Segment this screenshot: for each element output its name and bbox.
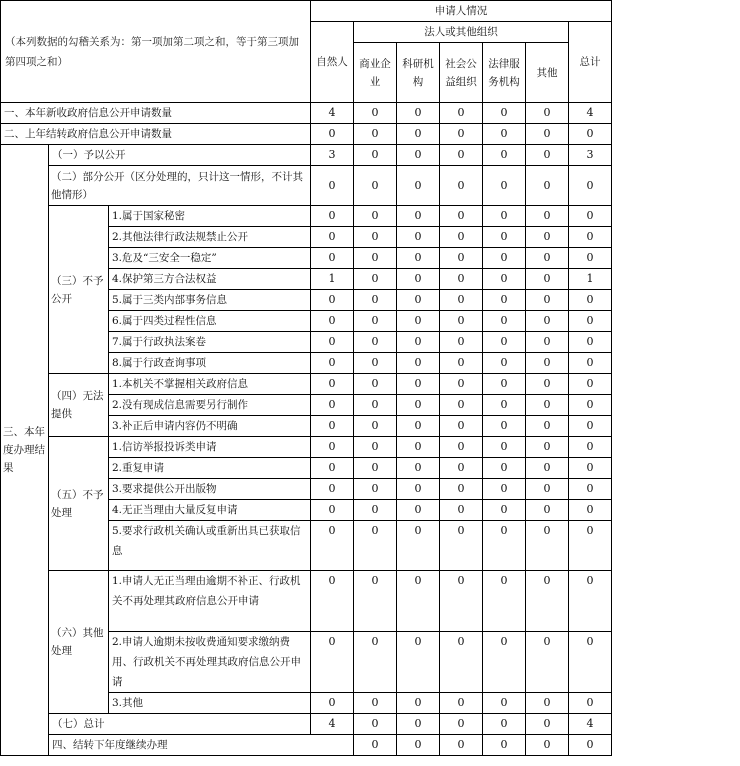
row-label: （一）予以公开 — [49, 145, 311, 166]
cell-value: 4 — [311, 103, 354, 124]
cell-value: 0 — [483, 124, 526, 145]
cell-value: 0 — [354, 290, 397, 311]
cell-value: 0 — [354, 735, 397, 756]
cell-value: 0 — [526, 632, 569, 693]
cell-value: 0 — [397, 206, 440, 227]
cell-value: 0 — [569, 290, 612, 311]
cell-value: 0 — [397, 269, 440, 290]
cell-value: 0 — [397, 311, 440, 332]
cell-value: 0 — [483, 693, 526, 714]
row-label: （二）部分公开（区分处理的，只计这一情形，不计其他情形） — [49, 166, 311, 206]
cell-value: 0 — [311, 416, 354, 437]
cell-value: 0 — [526, 353, 569, 374]
cell-value: 0 — [397, 500, 440, 521]
cell-value: 0 — [440, 269, 483, 290]
row-label: 2.没有现成信息需要另行制作 — [109, 395, 311, 416]
table-row — [1, 437, 612, 458]
cell-value: 0 — [526, 479, 569, 500]
cell-value: 0 — [483, 632, 526, 693]
cell-value: 1 — [569, 269, 612, 290]
cell-value: 0 — [354, 332, 397, 353]
cell-value: 0 — [569, 693, 612, 714]
cell-value: 0 — [440, 693, 483, 714]
cell-value: 0 — [440, 395, 483, 416]
cell-value: 0 — [526, 206, 569, 227]
cell-value: 0 — [397, 416, 440, 437]
cell-value: 0 — [440, 479, 483, 500]
cell-value: 0 — [483, 290, 526, 311]
cell-value: 0 — [311, 227, 354, 248]
group-label: （四）无法提供 — [49, 374, 109, 437]
cell-value: 0 — [311, 124, 354, 145]
cell-value: 0 — [440, 458, 483, 479]
cell-value: 0 — [397, 374, 440, 395]
cell-value: 0 — [311, 479, 354, 500]
header-research: 科研机构 — [397, 43, 440, 103]
cell-value: 0 — [483, 353, 526, 374]
row-label: 四、结转下年度继续办理 — [49, 735, 354, 756]
cell-value: 0 — [569, 571, 612, 632]
row-label: 1.申请人无正当理由逾期不补正、行政机关不再处理其政府信息公开申请 — [109, 571, 311, 632]
cell-value: 0 — [483, 103, 526, 124]
row-label: 6.属于四类过程性信息 — [109, 311, 311, 332]
cell-value: 0 — [569, 500, 612, 521]
cell-value: 0 — [440, 227, 483, 248]
section-3-label: 三、本年度办理结果 — [1, 145, 49, 756]
cell-value: 0 — [311, 332, 354, 353]
row-label: 5.属于三类内部事务信息 — [109, 290, 311, 311]
cell-value: 0 — [440, 571, 483, 632]
cell-value: 0 — [440, 416, 483, 437]
cell-value: 0 — [354, 458, 397, 479]
row-label: 3.危及“三安全一稳定” — [109, 248, 311, 269]
cell-value: 0 — [569, 479, 612, 500]
cell-value: 1 — [311, 269, 354, 290]
cell-value: 3 — [569, 145, 612, 166]
cell-value: 0 — [526, 521, 569, 571]
cell-value: 0 — [397, 227, 440, 248]
cell-value: 0 — [569, 416, 612, 437]
cell-value: 0 — [440, 332, 483, 353]
cell-value: 4 — [569, 103, 612, 124]
row-label: 5.要求行政机关确认或重新出具已获取信息 — [109, 521, 311, 571]
cell-value: 0 — [526, 332, 569, 353]
cell-value: 0 — [354, 479, 397, 500]
cell-value: 0 — [397, 353, 440, 374]
cell-value: 0 — [311, 166, 354, 206]
table-row — [1, 103, 612, 124]
cell-value: 0 — [569, 374, 612, 395]
cell-value: 0 — [483, 227, 526, 248]
cell-value: 0 — [354, 395, 397, 416]
cell-value: 0 — [397, 571, 440, 632]
row-label: 4.保护第三方合法权益 — [109, 269, 311, 290]
header-note: （本列数据的勾稽关系为：第一项加第二项之和，等于第三项加第四项之和） — [1, 1, 311, 103]
cell-value: 0 — [483, 521, 526, 571]
cell-value: 0 — [440, 311, 483, 332]
cell-value: 0 — [483, 735, 526, 756]
cell-value: 0 — [569, 311, 612, 332]
cell-value: 0 — [526, 395, 569, 416]
row-label: 3.补正后申请内容仍不明确 — [109, 416, 311, 437]
cell-value: 0 — [397, 145, 440, 166]
cell-value: 0 — [397, 166, 440, 206]
cell-value: 0 — [483, 714, 526, 735]
cell-value: 0 — [397, 479, 440, 500]
cell-value: 0 — [354, 521, 397, 571]
cell-value: 0 — [440, 374, 483, 395]
cell-value: 0 — [311, 521, 354, 571]
group-label: （三）不予公开 — [49, 206, 109, 374]
cell-value: 0 — [526, 458, 569, 479]
row-label: 4.无正当理由大量反复申请 — [109, 500, 311, 521]
cell-value: 0 — [483, 437, 526, 458]
cell-value: 0 — [397, 735, 440, 756]
cell-value: 0 — [311, 693, 354, 714]
header-applicant: 申请人情况 — [311, 1, 612, 22]
cell-value: 0 — [440, 166, 483, 206]
cell-value: 0 — [483, 166, 526, 206]
cell-value: 0 — [526, 227, 569, 248]
cell-value: 0 — [526, 166, 569, 206]
cell-value: 0 — [397, 693, 440, 714]
cell-value: 0 — [397, 290, 440, 311]
cell-value: 0 — [354, 103, 397, 124]
row-label: 1.信访举报投诉类申请 — [109, 437, 311, 458]
header-total: 总计 — [569, 22, 612, 103]
header-commercial: 商业企业 — [354, 43, 397, 103]
cell-value: 0 — [526, 571, 569, 632]
cell-value: 0 — [311, 353, 354, 374]
header-other: 其他 — [526, 43, 569, 103]
cell-value: 0 — [397, 632, 440, 693]
header-legal-service: 法律服务机构 — [483, 43, 526, 103]
cell-value: 0 — [397, 248, 440, 269]
cell-value: 0 — [440, 353, 483, 374]
cell-value: 0 — [354, 571, 397, 632]
table-row — [1, 166, 612, 206]
cell-value: 0 — [569, 227, 612, 248]
cell-value: 0 — [354, 437, 397, 458]
row-label: 3.要求提供公开出版物 — [109, 479, 311, 500]
cell-value: 3 — [311, 145, 354, 166]
cell-value: 0 — [526, 374, 569, 395]
cell-value: 0 — [354, 632, 397, 693]
cell-value: 0 — [569, 206, 612, 227]
cell-value: 0 — [569, 353, 612, 374]
cell-value: 4 — [311, 714, 354, 735]
cell-value: 0 — [311, 206, 354, 227]
cell-value: 0 — [440, 124, 483, 145]
group-label: （六）其他处理 — [49, 571, 109, 714]
cell-value: 0 — [569, 458, 612, 479]
cell-value: 0 — [354, 145, 397, 166]
cell-value: 0 — [483, 374, 526, 395]
cell-value: 0 — [397, 103, 440, 124]
cell-value: 0 — [354, 374, 397, 395]
row-label: 3.其他 — [109, 693, 311, 714]
cell-value: 0 — [397, 437, 440, 458]
row-label: 2.申请人逾期未按收费通知要求缴纳费用、行政机关不再处理其政府信息公开申请 — [109, 632, 311, 693]
cell-value: 0 — [354, 500, 397, 521]
cell-value: 0 — [311, 311, 354, 332]
cell-value: 0 — [569, 124, 612, 145]
cell-value: 0 — [526, 714, 569, 735]
cell-value: 0 — [311, 500, 354, 521]
row-label: 7.属于行政执法案卷 — [109, 332, 311, 353]
cell-value: 0 — [440, 632, 483, 693]
cell-value: 0 — [397, 521, 440, 571]
table-row — [1, 571, 612, 632]
cell-value: 0 — [440, 500, 483, 521]
cell-value: 0 — [483, 571, 526, 632]
cell-value: 0 — [569, 437, 612, 458]
cell-value: 0 — [526, 269, 569, 290]
cell-value: 0 — [397, 714, 440, 735]
cell-value: 0 — [354, 693, 397, 714]
cell-value: 0 — [440, 735, 483, 756]
cell-value: 0 — [483, 332, 526, 353]
table-row — [1, 714, 612, 735]
cell-value: 0 — [526, 693, 569, 714]
header-natural-person: 自然人 — [311, 22, 354, 103]
table-row — [1, 124, 612, 145]
cell-value: 0 — [526, 103, 569, 124]
cell-value: 0 — [440, 248, 483, 269]
row-label: 1.本机关不掌握相关政府信息 — [109, 374, 311, 395]
row-label: 二、上年结转政府信息公开申请数量 — [1, 124, 311, 145]
cell-value: 0 — [569, 248, 612, 269]
cell-value: 0 — [311, 374, 354, 395]
cell-value: 0 — [483, 479, 526, 500]
cell-value: 0 — [311, 290, 354, 311]
table-row — [1, 735, 612, 756]
cell-value: 0 — [440, 206, 483, 227]
header-legal-org: 法人或其他组织 — [354, 22, 569, 43]
cell-value: 0 — [483, 206, 526, 227]
cell-value: 0 — [440, 714, 483, 735]
cell-value: 0 — [569, 332, 612, 353]
group-label: （五）不予处理 — [49, 437, 109, 571]
cell-value: 0 — [569, 395, 612, 416]
row-label: 8.属于行政查询事项 — [109, 353, 311, 374]
header-row-1 — [1, 1, 612, 22]
cell-value: 0 — [311, 248, 354, 269]
table-row — [1, 145, 612, 166]
cell-value: 0 — [483, 311, 526, 332]
cell-value: 0 — [354, 416, 397, 437]
cell-value: 0 — [354, 206, 397, 227]
cell-value: 0 — [526, 145, 569, 166]
cell-value: 0 — [311, 437, 354, 458]
cell-value: 0 — [354, 714, 397, 735]
cell-value: 0 — [526, 416, 569, 437]
table-row — [1, 374, 612, 395]
cell-value: 0 — [354, 248, 397, 269]
cell-value: 0 — [397, 395, 440, 416]
header-social: 社会公益组织 — [440, 43, 483, 103]
cell-value: 0 — [354, 166, 397, 206]
cell-value: 0 — [483, 395, 526, 416]
cell-value: 0 — [311, 571, 354, 632]
cell-value: 0 — [311, 458, 354, 479]
cell-value: 0 — [440, 145, 483, 166]
cell-value: 0 — [440, 290, 483, 311]
cell-value: 0 — [397, 458, 440, 479]
cell-value: 0 — [397, 124, 440, 145]
cell-value: 0 — [354, 124, 397, 145]
cell-value: 0 — [569, 166, 612, 206]
row-label: 一、本年新收政府信息公开申请数量 — [1, 103, 311, 124]
cell-value: 0 — [483, 248, 526, 269]
cell-value: 0 — [440, 437, 483, 458]
cell-value: 0 — [354, 311, 397, 332]
row-label: （七）总计 — [49, 714, 311, 735]
cell-value: 0 — [397, 332, 440, 353]
cell-value: 0 — [569, 521, 612, 571]
cell-value: 0 — [440, 103, 483, 124]
row-label: 2.其他法律行政法规禁止公开 — [109, 227, 311, 248]
cell-value: 0 — [526, 248, 569, 269]
cell-value: 0 — [483, 416, 526, 437]
cell-value: 0 — [569, 735, 612, 756]
cell-value: 0 — [526, 290, 569, 311]
cell-value: 0 — [354, 353, 397, 374]
cell-value: 0 — [483, 458, 526, 479]
cell-value: 0 — [526, 500, 569, 521]
cell-value: 0 — [569, 632, 612, 693]
cell-value: 0 — [483, 269, 526, 290]
cell-value: 0 — [311, 395, 354, 416]
cell-value: 0 — [526, 311, 569, 332]
cell-value: 0 — [311, 632, 354, 693]
row-label: 2.重复申请 — [109, 458, 311, 479]
cell-value: 0 — [483, 500, 526, 521]
cell-value: 0 — [526, 437, 569, 458]
row-label: 1.属于国家秘密 — [109, 206, 311, 227]
cell-value: 0 — [440, 521, 483, 571]
cell-value: 0 — [354, 227, 397, 248]
cell-value: 4 — [569, 714, 612, 735]
cell-value: 0 — [526, 124, 569, 145]
cell-value: 0 — [483, 145, 526, 166]
cell-value: 0 — [354, 269, 397, 290]
table-row — [1, 206, 612, 227]
cell-value: 0 — [526, 735, 569, 756]
